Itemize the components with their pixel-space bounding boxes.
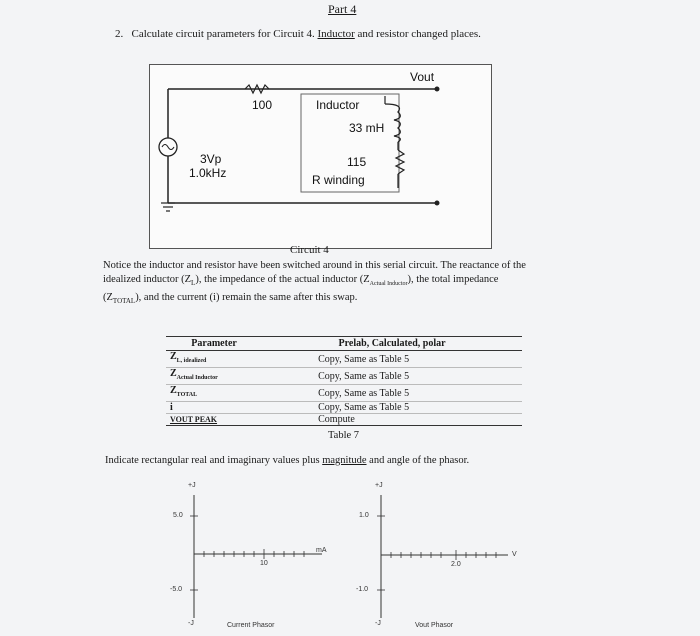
table-header-parameter: Parameter bbox=[166, 337, 262, 351]
circuit-caption: Circuit 4 bbox=[290, 244, 329, 256]
current-phasor-x-unit: mA bbox=[316, 547, 327, 554]
resistor-value: 100 bbox=[252, 98, 273, 112]
current-phasor-y-top: 5.0 bbox=[173, 512, 183, 519]
vout-label: Vout bbox=[410, 70, 435, 84]
notice-line-1: Notice the inductor and resistor have been switched around in this serial circuit. The reactance of the bbox=[103, 260, 526, 271]
notice-line-3: $(Z_{TOTAL})$, and the current (i) remain the same after this swap. bbox=[103, 292, 358, 306]
inductor-label: Inductor bbox=[316, 98, 360, 112]
question-text-before: Calculate circuit parameters for Circuit 4. bbox=[131, 28, 315, 40]
question-text-after: and resistor changed places. bbox=[357, 28, 481, 40]
current-phasor-title: Current Phasor bbox=[227, 622, 275, 629]
indicate-instruction: Indicate rectangular real and imaginary values plus magnitude and angle of the phasor. bbox=[105, 455, 470, 466]
vout-phasor-y-bottom: -1.0 bbox=[356, 586, 369, 593]
question-text-underlined: Inductor bbox=[317, 28, 355, 40]
table-header-prelab: Prelab, Calculated, polar bbox=[262, 337, 522, 351]
winding-label: R winding bbox=[312, 173, 365, 187]
current-phasor-y-bottom: -5.0 bbox=[170, 586, 183, 593]
table-row: i Copy, Same as Table 5 bbox=[166, 402, 522, 414]
page-title: Part 4 bbox=[328, 2, 357, 16]
vout-phasor-neg-j: -J bbox=[375, 620, 381, 627]
inductor-value: 33 mH bbox=[349, 121, 385, 135]
current-phasor-ticks bbox=[190, 516, 304, 590]
question-number: 2. bbox=[115, 28, 124, 40]
table-row: VOUT PEAK Compute bbox=[166, 414, 522, 426]
winding-value: 115 bbox=[347, 155, 367, 169]
vout-phasor-y-top: 1.0 bbox=[359, 512, 369, 519]
vout-phasor-ticks bbox=[377, 516, 496, 590]
source-voltage: 3Vp bbox=[200, 152, 222, 166]
table-row: $Z_{Actual Inductor}$ Copy, Same as Table 5 bbox=[166, 368, 522, 385]
vout-phasor-pos-j: +J bbox=[375, 482, 383, 489]
vout-phasor-title: Vout Phasor bbox=[415, 622, 454, 629]
current-phasor-x-tick: 10 bbox=[260, 560, 268, 567]
source-frequency: 1.0kHz bbox=[189, 166, 227, 180]
current-phasor-pos-j: +J bbox=[188, 482, 196, 489]
current-phasor-neg-j: -J bbox=[188, 620, 194, 627]
table-row: $Z_{TOTAL}$ Copy, Same as Table 5 bbox=[166, 385, 522, 402]
table-row: $Z_{L, idealized}$ Copy, Same as Table 5 bbox=[166, 351, 522, 368]
table-caption: Table 7 bbox=[328, 430, 360, 441]
notice-line-2: idealized inductor $(Z_L)$, the impedance of the actual inductor $(Z_{Actual Inductor})$, the total impedance bbox=[103, 273, 499, 287]
vout-phasor-x-unit: V bbox=[512, 551, 517, 558]
vout-phasor-x-tick: 2.0 bbox=[451, 561, 461, 568]
